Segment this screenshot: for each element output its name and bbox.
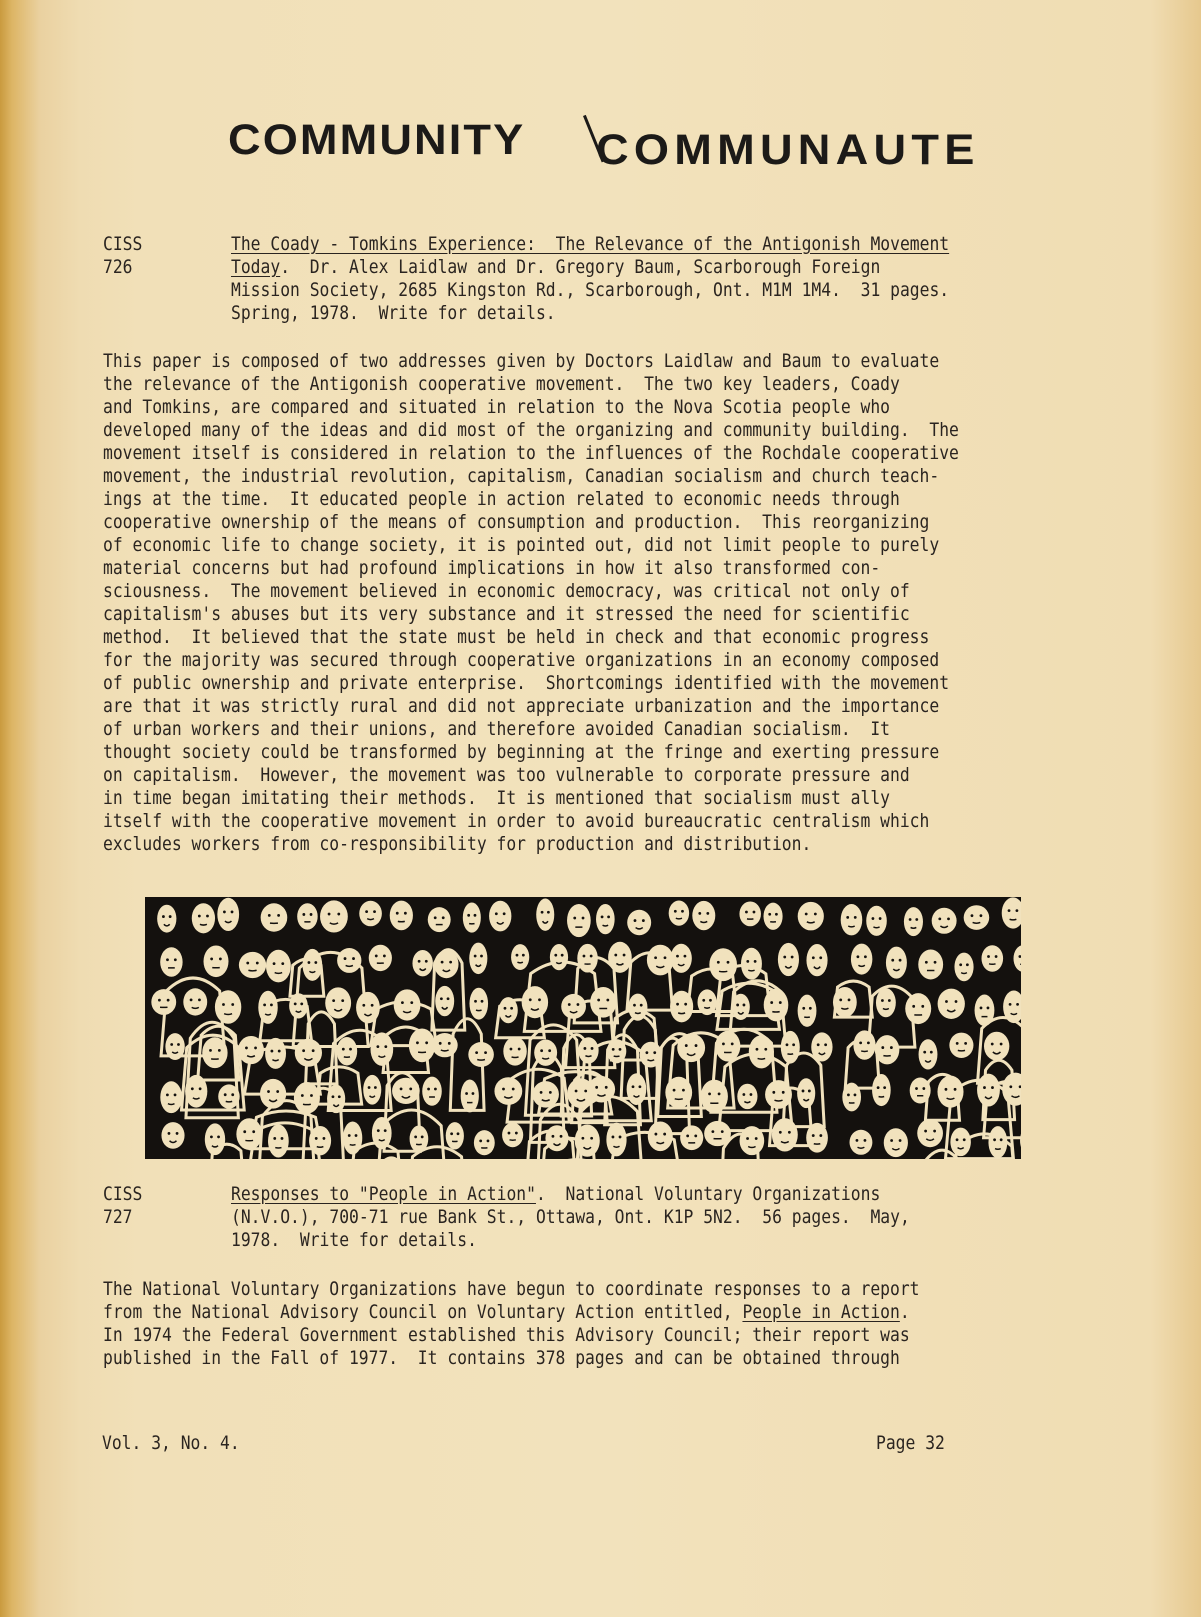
citation-line: Responses to "People in Action". National Voluntary Organizations bbox=[231, 1183, 881, 1205]
title-french: COMMUNAUTE bbox=[596, 126, 980, 174]
crowd-face bbox=[806, 944, 827, 976]
crowd-face bbox=[607, 1039, 626, 1063]
crowd-face bbox=[588, 1076, 615, 1102]
crowd-face bbox=[325, 987, 351, 1018]
crowd-face bbox=[608, 942, 632, 973]
crowd-face bbox=[950, 1128, 970, 1157]
crowd-face bbox=[932, 908, 957, 934]
crowd-face bbox=[359, 901, 382, 927]
crowd-face bbox=[545, 1125, 568, 1151]
crowd-face bbox=[261, 903, 288, 931]
crowd-face bbox=[704, 1121, 731, 1146]
abstract-line: This paper is composed of two addresses given by Doctors Laidlaw and Baum to evaluate bbox=[103, 350, 940, 372]
crowd-face bbox=[192, 903, 215, 933]
crowd-face bbox=[474, 1130, 495, 1155]
crowd-face bbox=[781, 1031, 800, 1064]
crowd-face bbox=[739, 901, 761, 926]
crowd-face bbox=[876, 988, 896, 1017]
crowd-face bbox=[737, 1084, 757, 1109]
citation-line: (N.V.O.), 700-71 rue Bank St., Ottawa, Ont. K1P 5N2. 56 pages. May, bbox=[231, 1206, 910, 1228]
crowd-face bbox=[356, 992, 380, 1024]
crowd-face bbox=[205, 1123, 225, 1155]
crowd-face bbox=[294, 1082, 320, 1114]
crowd-face bbox=[648, 1121, 673, 1151]
entry-series: CISS bbox=[103, 1183, 143, 1205]
citation-line: 1978. Write for details. bbox=[231, 1229, 477, 1251]
crowd-face bbox=[536, 898, 554, 930]
crowd-face bbox=[577, 944, 598, 973]
crowd-face bbox=[202, 1037, 227, 1068]
crowd-face bbox=[432, 1033, 458, 1057]
crowd-face bbox=[217, 898, 239, 931]
abstract-line: on capitalism. However, the movement was too vulnerable to corporate pressure and bbox=[103, 764, 910, 786]
abstract-line: published in the Fall of 1977. It contains 378 pages and can be obtained through bbox=[103, 1347, 900, 1369]
crowd-face bbox=[886, 947, 907, 979]
crowd-face bbox=[954, 953, 973, 982]
crowd-face bbox=[435, 986, 454, 1016]
abstract-line: itself with the cooperative movement in order to avoid bureaucratic centralism which bbox=[103, 810, 930, 832]
crowd-face bbox=[905, 993, 931, 1024]
crowd-face bbox=[904, 907, 923, 936]
crowd-face bbox=[297, 903, 317, 929]
crowd-face bbox=[647, 945, 674, 976]
crowd-face bbox=[797, 1078, 815, 1108]
crowd-face bbox=[811, 1032, 832, 1061]
crowd-face bbox=[698, 989, 717, 1015]
crowd-face bbox=[337, 948, 361, 973]
citation-line bbox=[231, 233, 949, 256]
crowd-face bbox=[575, 1125, 600, 1157]
crowd-face bbox=[494, 1077, 522, 1105]
crowd-face bbox=[461, 1080, 479, 1113]
crowd-face bbox=[772, 1118, 798, 1151]
abstract bbox=[103, 350, 1098, 856]
crowd-face bbox=[1002, 897, 1021, 928]
crowd-face bbox=[628, 994, 647, 1021]
crowd-face bbox=[778, 943, 799, 976]
crowd-face bbox=[372, 1117, 392, 1149]
crowd-face bbox=[596, 904, 615, 934]
crowd-face bbox=[918, 949, 943, 979]
crowd-face bbox=[715, 1031, 740, 1062]
crowd-face bbox=[578, 1037, 598, 1063]
crowd-face bbox=[938, 989, 965, 1019]
crowd-face bbox=[1013, 945, 1021, 972]
abstract-line: from the National Advisory Council on Voluntary Action entitled, People in Action. bbox=[103, 1301, 910, 1323]
crowd-face bbox=[550, 944, 568, 970]
crowd-face bbox=[937, 1076, 963, 1108]
abstract-line: are that it was strictly rural and did not appreciate urbanization and the importance bbox=[103, 695, 940, 717]
crowd-face bbox=[390, 901, 413, 931]
crowd-face bbox=[238, 1036, 264, 1064]
abstract-line: of urban workers and their unions, and therefore avoided Canadian socialism. It bbox=[103, 718, 891, 740]
crowd-face bbox=[910, 1077, 931, 1103]
crowd-face bbox=[606, 1123, 626, 1157]
entry-number: 727 bbox=[103, 1206, 133, 1228]
crowd-face bbox=[677, 1033, 705, 1062]
abstract-line: in time began imitating their methods. It is mentioned that socialism must ally bbox=[103, 787, 891, 809]
abstract-line: method. It believed that the state must be held in check and that economic progress bbox=[103, 626, 930, 648]
crowd-face bbox=[428, 907, 451, 932]
abstract-line: for the majority was secured through cooperative organizations in an economy composed bbox=[103, 649, 940, 671]
crowd-face bbox=[215, 990, 241, 1024]
abstract-line: sciousness. The movement believed in economic democracy, was critical not only of bbox=[103, 580, 910, 602]
crowd-face bbox=[157, 905, 176, 933]
crowd-face bbox=[392, 1078, 420, 1104]
entry-number: 726 bbox=[103, 256, 133, 278]
crowd-face bbox=[765, 1080, 792, 1109]
crowd-face bbox=[409, 1028, 435, 1062]
crowd-face bbox=[670, 991, 693, 1023]
crowd-face bbox=[265, 1038, 286, 1069]
crowd-face bbox=[502, 1123, 523, 1148]
crowd-face bbox=[732, 994, 750, 1020]
footer-volume: Vol. 3, No. 4. bbox=[102, 1432, 240, 1454]
crowd-face bbox=[981, 945, 1003, 972]
crowd-face bbox=[749, 1035, 774, 1068]
crowd-face bbox=[183, 988, 207, 1015]
crowd-face bbox=[295, 1039, 322, 1067]
crowd-face bbox=[866, 906, 887, 936]
crowd-face bbox=[289, 993, 308, 1018]
abstract-line: capitalism's abuses but its very substance and it stressed the need for scientific bbox=[103, 603, 910, 625]
crowd-face bbox=[239, 952, 266, 978]
citation-line: Mission Society, 2685 Kingston Rd., Scarborough, Ont. M1M 1M4. 31 pages. bbox=[231, 279, 950, 301]
abstract-line: material concerns but had profound implications in how it also transformed con- bbox=[103, 557, 881, 579]
abstract-line: excludes workers from co-responsibility for production and distribution. bbox=[103, 833, 812, 855]
crowd-face bbox=[561, 994, 586, 1019]
crowd-face bbox=[764, 989, 789, 1022]
crowd-face bbox=[469, 943, 487, 974]
crowd-face bbox=[917, 1119, 943, 1147]
crowd-face bbox=[236, 1118, 262, 1150]
crowd-face bbox=[850, 1130, 873, 1155]
crowd-face bbox=[463, 902, 481, 932]
crowd-face bbox=[446, 1122, 464, 1149]
abstract-line: and Tomkins, are compared and situated in relation to the Nova Scotia people who bbox=[103, 396, 891, 418]
crowd-face bbox=[977, 1074, 1000, 1107]
abstract-line: of public ownership and private enterprise. Shortcomings identified with the movement bbox=[103, 672, 950, 694]
crowd-face bbox=[669, 901, 689, 926]
crowd-face bbox=[151, 989, 176, 1015]
crowd-face bbox=[763, 903, 782, 930]
abstract bbox=[103, 1278, 1052, 1370]
crowd-face bbox=[363, 1075, 381, 1105]
crowd-face bbox=[522, 986, 548, 1018]
abstract-line: thought society could be transformed by beginning at the fringe and exerting pressure bbox=[103, 741, 940, 763]
abstract-line: The National Voluntary Organizations have begun to coordinate responses to a report bbox=[103, 1278, 920, 1300]
crowd-face bbox=[984, 1032, 1009, 1061]
abstract-line: movement, the industrial revolution, capitalism, Canadian socialism and church teach- bbox=[103, 465, 940, 487]
entry-series: CISS bbox=[103, 233, 143, 255]
crowd-face bbox=[798, 902, 824, 931]
crowd-face bbox=[468, 1042, 494, 1067]
crowd-face bbox=[218, 1084, 239, 1108]
crowd-face bbox=[410, 1126, 429, 1153]
crowd-face bbox=[701, 1080, 728, 1114]
crowd-face bbox=[949, 1033, 973, 1058]
citation-title: Responses to "People in Action" bbox=[231, 1183, 536, 1205]
crowd-face bbox=[988, 1126, 1007, 1158]
abstract-line: In 1974 the Federal Government established this Advisory Council; their report was bbox=[103, 1324, 910, 1346]
crowd-face bbox=[680, 1125, 703, 1150]
crowd-face bbox=[1002, 1073, 1021, 1106]
crowd-face bbox=[369, 945, 392, 971]
crowd-face bbox=[567, 904, 591, 937]
crowd-face bbox=[975, 995, 995, 1027]
crowd-drawing bbox=[145, 897, 1021, 1159]
crowd-face bbox=[337, 1037, 358, 1065]
citation-line: Spring, 1978. Write for details. bbox=[231, 302, 556, 324]
crowd-face bbox=[422, 1077, 442, 1106]
citation-title: The Coady - Tomkins Experience: The Relevance of the Antigonish Movement bbox=[231, 233, 950, 255]
crowd-face bbox=[534, 1039, 557, 1065]
crowd-face bbox=[258, 991, 277, 1024]
crowd-face bbox=[740, 1126, 765, 1155]
citation-line: Today. Dr. Alex Laidlaw and Dr. Gregory Baum, Scarborough Foreign bbox=[231, 256, 881, 278]
crowd-face bbox=[161, 1122, 184, 1149]
crowd-illustration bbox=[145, 897, 1021, 1159]
crowd-face bbox=[806, 1123, 828, 1153]
crowd-face bbox=[327, 1085, 345, 1114]
crowd-face bbox=[709, 948, 737, 981]
crowd-face bbox=[260, 1079, 286, 1109]
crowd-face bbox=[489, 901, 511, 932]
crowd-face bbox=[394, 989, 421, 1020]
crowd-face bbox=[627, 1073, 647, 1105]
crowd-face bbox=[160, 1081, 182, 1113]
crowd-face bbox=[842, 1083, 861, 1112]
abstract-line: developed many of the ideas and did most of the organizing and community building. The bbox=[103, 419, 959, 441]
crowd-face bbox=[841, 904, 863, 935]
footer-page-number: Page 32 bbox=[876, 1432, 945, 1454]
abstract-line: cooperative ownership of the means of consumption and production. This reorganizing bbox=[103, 511, 930, 533]
crowd-face bbox=[692, 901, 715, 930]
crowd-face bbox=[320, 900, 348, 932]
crowd-face bbox=[1020, 1125, 1021, 1156]
citation-title: Today bbox=[231, 256, 281, 278]
crowd-face bbox=[511, 944, 529, 970]
crowd-face bbox=[884, 1128, 908, 1157]
abstract-line: ings at the time. It educated people in action related to economic needs through bbox=[103, 488, 900, 510]
crowd-face bbox=[671, 944, 692, 973]
crowd-face bbox=[872, 1074, 891, 1106]
crowd-face bbox=[309, 1126, 331, 1155]
crowd-face bbox=[469, 988, 488, 1020]
abstract-line: of economic life to change society, it is pointed out, did not limit people to purely bbox=[103, 534, 940, 556]
crowd-face bbox=[160, 947, 182, 976]
crowd-face bbox=[185, 1075, 207, 1108]
crowd-face bbox=[741, 948, 762, 980]
crowd-face bbox=[204, 945, 229, 977]
crowd-face bbox=[266, 950, 291, 983]
abstract-line: movement itself is considered in relation to the influences of the Rochdale cooperative bbox=[103, 442, 959, 464]
crowd-face bbox=[532, 1081, 558, 1108]
crowd-face bbox=[370, 1032, 393, 1065]
crowd-face bbox=[343, 1122, 362, 1155]
crowd-face bbox=[165, 1033, 184, 1060]
abstract-line: the relevance of the Antigonish cooperative movement. The two key leaders, Coady bbox=[103, 373, 900, 395]
crowd-face bbox=[499, 997, 518, 1023]
crowd-face bbox=[875, 1035, 900, 1064]
crowd-face bbox=[853, 1030, 875, 1059]
crowd-face bbox=[833, 987, 857, 1017]
crowd-face bbox=[590, 987, 616, 1018]
crowd-face bbox=[434, 950, 458, 978]
crowd-face bbox=[919, 1039, 938, 1069]
crowd-face bbox=[303, 949, 323, 981]
crowd-face bbox=[268, 1124, 289, 1157]
crowd-face bbox=[798, 995, 817, 1027]
title-english: COMMUNITY bbox=[228, 116, 526, 164]
crowd-face bbox=[964, 905, 990, 930]
crowd-face bbox=[665, 1077, 692, 1108]
crowd-face bbox=[412, 950, 432, 976]
crowd-face bbox=[627, 910, 651, 935]
report-title: People in Action bbox=[742, 1301, 900, 1323]
crowd-face bbox=[503, 1037, 526, 1066]
crowd-face bbox=[851, 944, 872, 975]
crowd-face bbox=[640, 1042, 662, 1068]
